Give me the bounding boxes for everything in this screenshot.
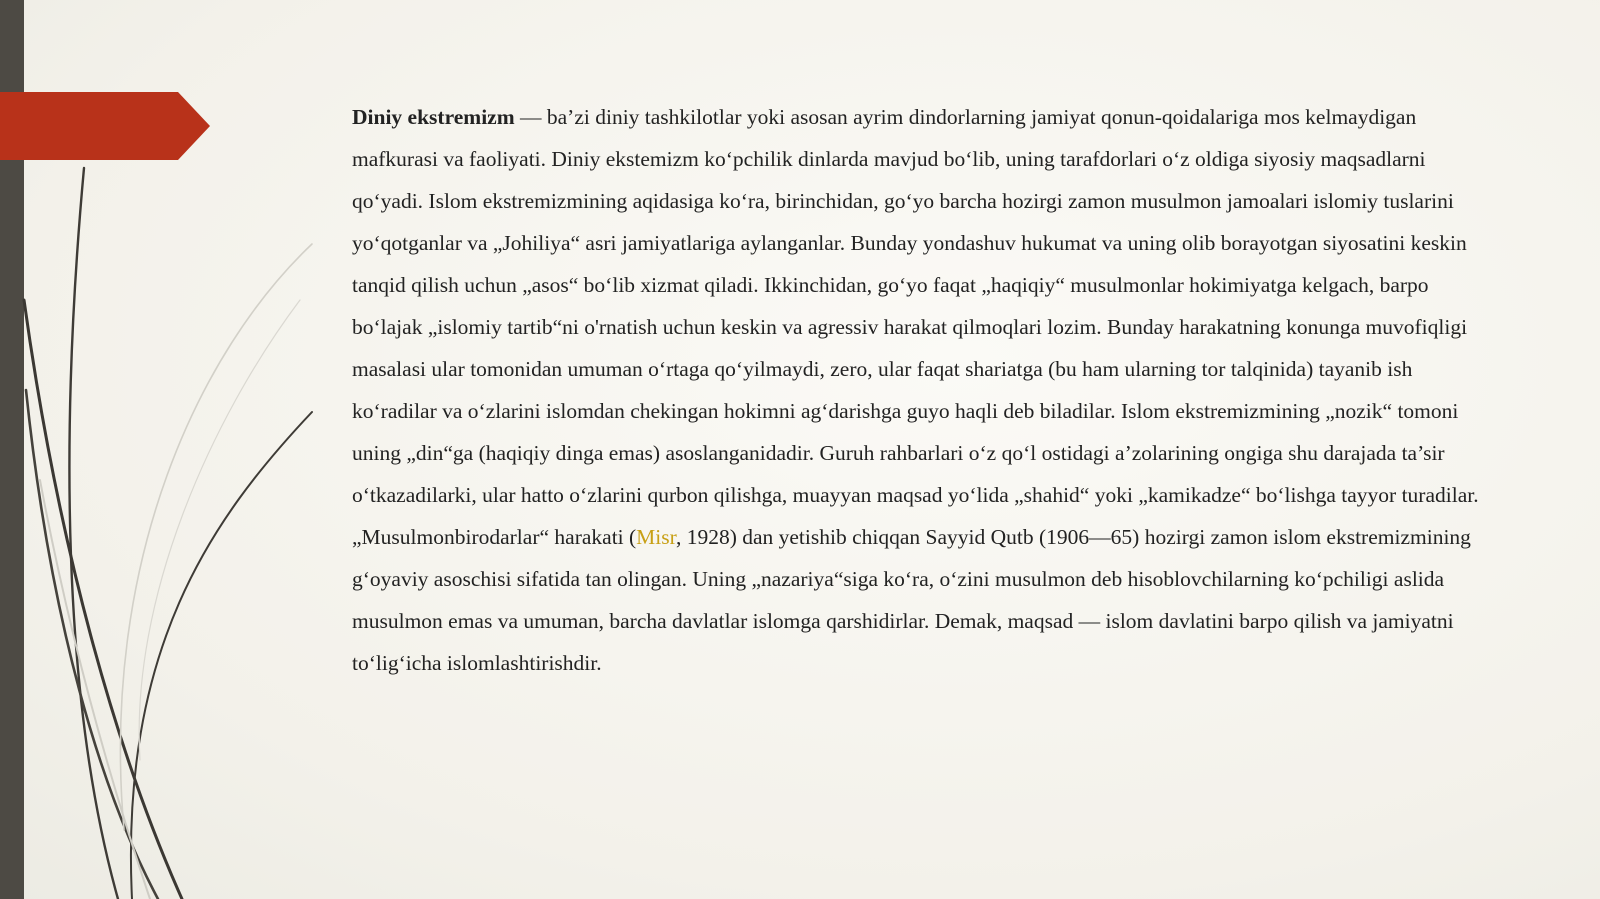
red-arrow-tab xyxy=(0,92,210,160)
term-heading: Diniy ekstremizm xyxy=(352,105,515,129)
body-paragraph xyxy=(352,96,1492,684)
paragraph-text-part-1: — ba’zi diniy tashkilotlar yoki asosan ayrim dindorlarning jamiyat qonun-qoidalariga mos kelmaydigan mafkurasi va faoliyati. Diniy ekstemizm koʻpchilik dinlarda mavjud boʻlib, uning tarafdorlari oʻz oldiga siyosiy maqsadlarni qoʻyadi. Islom ekstremizmining aqidasiga koʻra, birinchidan, goʻyo barcha hozirgi zamon musulmon jamoalari islomiy tuslarini yoʻqotganlar va „Johiliya“ asri jamiyatlariga aylanganlar. Bunday yondashuv hukumat va uning olib borayotgan siyosatini keskin tanqid qilish uchun „asos“ boʻlib xizmat qiladi. Ikkinchidan, goʻyo faqat „haqiqiy“ musulmonlar hokimiyatga kelgach, barpo boʻlajak „islomiy tartib“ni o'rnatish uchun keskin va agressiv harakat qilmoqlari lozim. Bunday harakatning konunga muvofiqligi masalasi ular tomonidan umuman oʻrtaga qoʻyilmaydi, zero, ular faqat shariatga (bu ham ularning tor talqinida) tayanib ish koʻradilar va oʻzlarini islomdan chekingan hokimni agʻdarishga guyo haqli deb biladilar. Islom ekstremizmining „nozik“ tomoni uning „din“ga (haqiqiy dinga emas) asoslanganidadir. Guruh rahbarlari oʻz qoʻl ostidagi a’zolarining ongiga shu darajada ta’sir oʻtkazadilarki, ular hatto oʻzlarini qurbon qilishga, muayyan maqsad yoʻlida „shahid“ yoki „kamikadze“ boʻlishga tayyor turadilar. „Musulmonbirodarlar“ harakati ( xyxy=(352,105,1479,549)
misr-link[interactable]: Misr xyxy=(636,525,676,549)
paragraph-text-part-2: , 1928) dan yetishib chiqqan Sayyid Qutb (1906—65) hozirgi zamon islom ekstremizmining gʻoyaviy asoschisi sifatida tan olingan. Uning „nazariya“siga koʻra, oʻzini musulmon deb hisoblovchilarning koʻpchiligi aslida musulmon emas va umuman, barcha davlatlar islomga qarshidirlar. Demak, maqsad — islom davlatini barpo qilish va jamiyatni toʻligʻicha islomlashtirishdir. xyxy=(352,525,1471,675)
